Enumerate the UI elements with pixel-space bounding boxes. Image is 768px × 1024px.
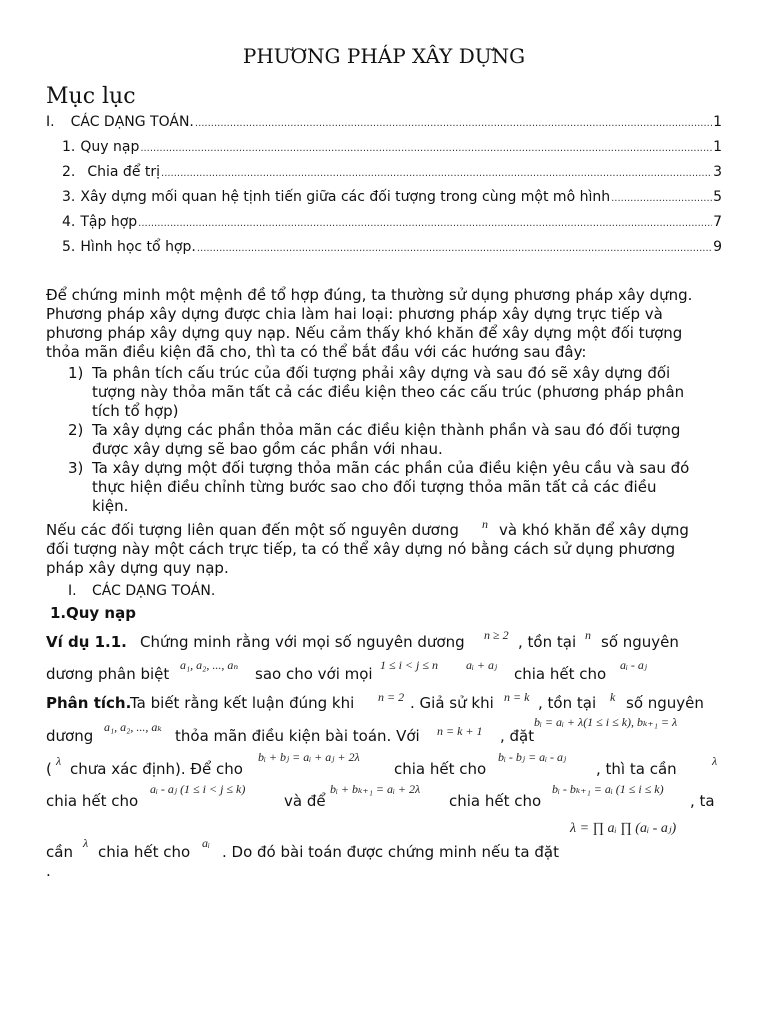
analysis-text: .: [46, 862, 51, 880]
toc-leader: [161, 168, 712, 179]
math-expr: n = k + 1: [437, 724, 483, 738]
toc-item-label: Hình học tổ hợp.: [80, 239, 196, 255]
toc-heading: Mục lục: [46, 84, 136, 109]
toc-item-6[interactable]: [62, 239, 722, 255]
toc-item-page: 1: [713, 139, 722, 155]
closing-line-1a: Nếu các đối tượng liên quan đến một số nguyên dương: [46, 521, 459, 539]
toc-leader: [197, 243, 712, 254]
toc-item-number: 5.: [62, 239, 76, 255]
math-expr: k: [610, 690, 616, 704]
analysis-text: , ta: [690, 792, 715, 810]
list-item-number: 2): [68, 421, 84, 439]
toc-item-number: 2.: [62, 164, 76, 180]
analysis-text: số nguyên: [626, 694, 704, 712]
toc-item-2[interactable]: [62, 139, 722, 155]
math-expr: aᵢ - aⱼ: [620, 658, 648, 672]
list-item-3-line-3: kiện.: [92, 497, 129, 515]
analysis-text: chia hết cho: [394, 760, 487, 778]
math-expr: bᵢ = aᵢ + λ(1 ≤ i ≤ k), bₖ₊₁ = λ: [534, 715, 678, 729]
toc-item-page: 9: [713, 239, 722, 255]
math-expr: n = 2: [378, 690, 405, 704]
math-expr: n = k: [504, 690, 530, 704]
analysis-text: cần: [46, 843, 73, 861]
analysis-text: . Giả sử khi: [410, 694, 494, 712]
analysis-text: , thì ta cần: [596, 760, 677, 778]
toc-item-label: Tập hợp: [80, 214, 138, 230]
math-expr: λ = ∏ aᵢ ∏ (aᵢ - aⱼ): [570, 821, 677, 836]
list-item-3-line-1: Ta xây dựng một đối tượng thỏa mãn các phần của điều kiện yêu cầu và sau đó: [92, 459, 690, 477]
analysis-text: . Do đó bài toán được chứng minh nếu ta đặt: [222, 843, 559, 861]
math-expr: aᵢ + aⱼ: [466, 658, 498, 672]
toc-item-number: 4.: [62, 214, 76, 230]
math-expr: λ: [712, 754, 718, 768]
analysis-text: chia hết cho: [46, 792, 139, 810]
analysis-text: , đặt: [500, 727, 535, 745]
analysis-text: chia hết cho: [98, 843, 191, 861]
analysis-text: (: [46, 760, 52, 778]
math-expr: n: [585, 628, 591, 642]
closing-line-3: pháp xây dựng quy nạp.: [46, 559, 229, 577]
math-expr: bᵢ + bₖ₊₁ = aᵢ + 2λ: [330, 782, 421, 796]
section-heading: CÁC DẠNG TOÁN.: [92, 583, 216, 599]
intro-line-3: phương pháp xây dựng quy nạp. Nếu cảm thấy khó khăn để xây dựng một đối tượng: [46, 324, 683, 342]
example-text: số nguyên: [601, 633, 679, 651]
closing-line-2: đối tượng này một cách trực tiếp, ta có thể xây dựng nó bằng cách sử dụng phương: [46, 540, 676, 558]
section-number: I.: [68, 583, 77, 599]
example-text: chia hết cho: [514, 665, 607, 683]
toc-item-number: 3.: [62, 189, 76, 205]
analysis-text: và để: [284, 792, 326, 810]
analysis-text: thỏa mãn điều kiện bài toán. Với: [175, 727, 420, 745]
list-item-1-line-3: tích tổ hợp): [92, 402, 179, 420]
example-text: sao cho với mọi: [255, 665, 373, 683]
toc-item-label: Xây dựng mối quan hệ tịnh tiến giữa các đối tượng trong cùng một mô hình: [80, 189, 611, 205]
toc-item-label: Quy nạp: [80, 139, 140, 155]
toc-item-4[interactable]: [62, 189, 722, 205]
toc-item-page: 5: [713, 189, 722, 205]
toc-item-page: 7: [713, 214, 722, 230]
toc-item-number: I.: [46, 114, 55, 130]
list-item-2-line-2: được xây dựng sẽ bao gồm các phần với nhau.: [92, 440, 443, 458]
math-expr: bᵢ + bⱼ = aᵢ + aⱼ + 2λ: [258, 750, 360, 764]
toc-item-5[interactable]: [62, 214, 722, 230]
toc-leader: [195, 118, 712, 129]
example-text: Chứng minh rằng với mọi số nguyên dương: [140, 633, 465, 651]
toc-item-page: 3: [713, 164, 722, 180]
list-item-1-line-1: Ta phân tích cấu trúc của đối tượng phải xây dựng và sau đó sẽ xây dựng đối: [92, 364, 671, 382]
toc-item-number: 1.: [62, 139, 76, 155]
math-expr: bᵢ - bₖ₊₁ = aᵢ (1 ≤ i ≤ k): [552, 782, 664, 796]
math-expr: aᵢ: [202, 836, 210, 850]
example-text: , tồn tại: [518, 633, 577, 651]
math-expr: a₁, a₂, ..., aₙ: [180, 658, 239, 672]
analysis-text: , tồn tại: [538, 694, 597, 712]
toc-item-page: 1: [713, 114, 722, 130]
subsection-heading: Quy nạp: [66, 604, 136, 622]
subsection-number: 1.: [50, 604, 67, 622]
math-expr: λ: [83, 836, 89, 850]
list-item-number: 1): [68, 364, 84, 382]
list-item-number: 3): [68, 459, 84, 477]
math-expr: bᵢ - bⱼ = aᵢ - aⱼ: [498, 750, 567, 764]
intro-line-2: Phương pháp xây dựng được chia làm hai loại: phương pháp xây dựng trực tiếp và: [46, 305, 663, 323]
toc-leader: [140, 143, 712, 154]
analysis-text: Ta biết rằng kết luận đúng khi: [130, 694, 355, 712]
toc-item-label: CÁC DẠNG TOÁN.: [70, 114, 194, 130]
list-item-3-line-2: thực hiện điều chỉnh từng bước sao cho đối tượng thỏa mãn tất cả các điều: [92, 478, 657, 496]
math-expr: aᵢ - aⱼ (1 ≤ i < j ≤ k): [150, 782, 246, 796]
page-title: PHƯƠNG PHÁP XÂY DỰNG: [242, 44, 526, 68]
math-n: n: [482, 517, 488, 531]
toc-leader: [138, 218, 712, 229]
analysis-text: dương: [46, 727, 94, 745]
closing-line-1b: và khó khăn để xây dựng: [499, 521, 689, 539]
toc-item-1[interactable]: [46, 114, 722, 130]
intro-line-1: Để chứng minh một mệnh đề tổ hợp đúng, ta thường sử dụng phương pháp xây dựng.: [46, 286, 693, 304]
analysis-text: chưa xác định). Để cho: [70, 760, 243, 778]
list-item-1-line-2: tượng này thỏa mãn tất cả các điều kiện theo các cấu trúc (phương pháp phân: [92, 383, 685, 401]
toc-leader: [611, 193, 712, 204]
math-expr: 1 ≤ i < j ≤ n: [380, 658, 438, 672]
toc-item-label: Chia để trị: [87, 164, 161, 180]
example-label: Ví dụ 1.1.: [46, 633, 127, 651]
analysis-label: Phân tích.: [46, 694, 132, 712]
math-expr: λ: [56, 754, 62, 768]
example-text: dương phân biệt: [46, 665, 170, 683]
list-item-2-line-1: Ta xây dựng các phần thỏa mãn các điều kiện thành phần và sau đó đối tượng: [92, 421, 681, 439]
math-expr: n ≥ 2: [484, 628, 509, 642]
intro-line-4: thỏa mãn điều kiện đã cho, thì ta có thể bắt đầu với các hướng sau đây:: [46, 343, 587, 361]
toc-item-3[interactable]: [62, 164, 722, 180]
analysis-text: chia hết cho: [449, 792, 542, 810]
math-expr: a₁, a₂, ..., aₖ: [104, 720, 162, 734]
